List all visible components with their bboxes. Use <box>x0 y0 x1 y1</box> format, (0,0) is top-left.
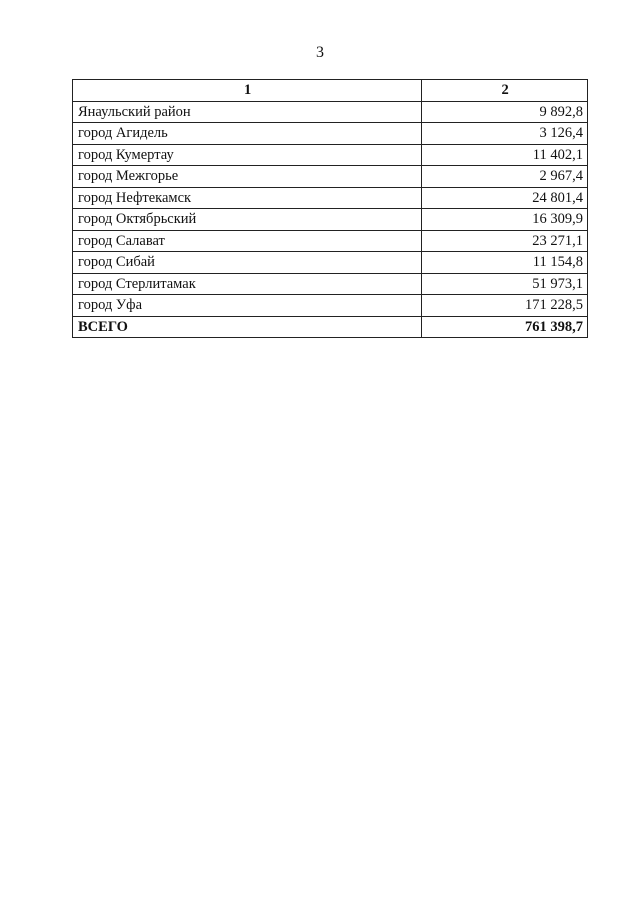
table-total-row <box>73 316 588 338</box>
row-value: 11 402,1 <box>422 144 588 166</box>
row-name: город Агидель <box>73 123 422 145</box>
table-row <box>73 187 588 209</box>
row-name: город Салават <box>73 230 422 252</box>
row-value: 23 271,1 <box>422 230 588 252</box>
page-number: 3 <box>316 44 324 61</box>
table-row <box>73 166 588 188</box>
column-header-2: 2 <box>422 80 588 102</box>
row-value: 24 801,4 <box>422 187 588 209</box>
row-name: город Нефтекамск <box>73 187 422 209</box>
row-name: город Кумертау <box>73 144 422 166</box>
table-row <box>73 144 588 166</box>
total-label: ВСЕГО <box>73 316 422 338</box>
row-value: 16 309,9 <box>422 209 588 231</box>
table-row <box>73 209 588 231</box>
table-row <box>73 295 588 317</box>
row-name: город Сибай <box>73 252 422 274</box>
row-value: 51 973,1 <box>422 273 588 295</box>
row-name: город Октябрьский <box>73 209 422 231</box>
row-value: 11 154,8 <box>422 252 588 274</box>
total-value: 761 398,7 <box>422 316 588 338</box>
table-row <box>73 123 588 145</box>
table-row <box>73 101 588 123</box>
table-row <box>73 273 588 295</box>
column-header-1: 1 <box>73 80 422 102</box>
row-name: город Стерлитамак <box>73 273 422 295</box>
row-value: 2 967,4 <box>422 166 588 188</box>
row-value: 9 892,8 <box>422 101 588 123</box>
row-value: 3 126,4 <box>422 123 588 145</box>
data-table <box>72 79 588 338</box>
row-name: город Межгорье <box>73 166 422 188</box>
table-row <box>73 252 588 274</box>
row-name: город Уфа <box>73 295 422 317</box>
row-value: 171 228,5 <box>422 295 588 317</box>
row-name: Янаульский район <box>73 101 422 123</box>
table-header-row <box>73 80 588 102</box>
table-row <box>73 230 588 252</box>
